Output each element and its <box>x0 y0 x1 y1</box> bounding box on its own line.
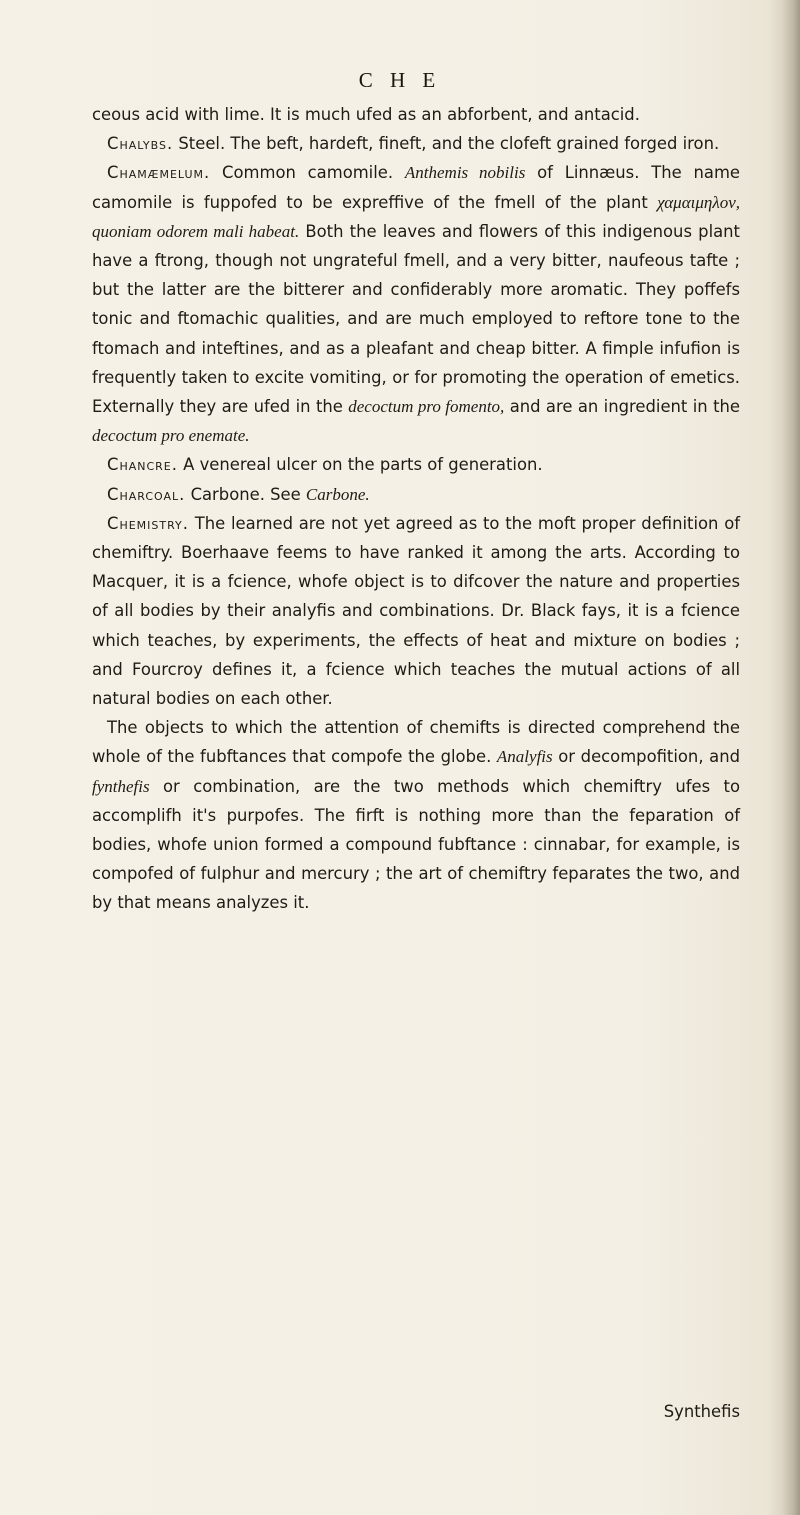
page-edge-shadow <box>782 0 800 1515</box>
entry-chemistry-continued <box>92 713 740 917</box>
entry-continuation <box>92 100 740 129</box>
headword: Chamæmelum. <box>107 163 211 183</box>
entry-text: Common camomile. <box>210 163 405 183</box>
headword: Chalybs. <box>107 134 174 154</box>
entry-chancre <box>92 450 740 479</box>
catchword: Synthefis <box>663 1402 740 1421</box>
entry-text: A venereal ulcer on the parts of generation. <box>177 455 543 475</box>
entry-chemistry <box>92 509 740 713</box>
entry-text: Carbone. See <box>185 484 306 504</box>
entry-chalybs <box>92 129 740 158</box>
entry-text: ceous acid with lime. It is much ufed as an abforbent, and antacid. <box>92 105 640 124</box>
term: Analyfis <box>496 747 553 767</box>
entry-text: The objects to which the attention of chemifts is directed comprehend the whole of the fubftances that compofe the globe. <box>92 718 740 767</box>
entry-charcoal <box>92 480 740 509</box>
latin-phrase: decoctum pro enemate. <box>92 426 250 446</box>
entry-text: of Linnæus. The name camomile is fuppofed to be expreffive of the fmell of the plant <box>92 163 740 212</box>
running-head: C H E <box>358 68 442 92</box>
entry-chamaemelum <box>92 158 740 450</box>
greek-word: χαμαιμηλον, <box>657 192 740 212</box>
entry-text: or decompofition, and <box>552 747 740 767</box>
entry-text: or combination, are the two methods which chemiftry ufes to accomplifh it's purpofes. The firft is nothing more than the feparation of bodies, whofe union formed a compound fubftance : cinnabar, for example, is compofed of fulphur and mercury ; the art of chemiftry feparates the two, and by that means analyzes it. <box>92 776 740 913</box>
headword: Charcoal. <box>107 484 186 504</box>
headword: Chancre. <box>107 455 178 475</box>
latin-phrase: quoniam odorem mali habeat. <box>92 221 300 241</box>
latin-phrase: decoctum pro fomento, <box>348 397 505 417</box>
entry-text: Steel. The beft, hardeft, fineft, and the clofeft grained forged iron. <box>173 134 720 154</box>
entry-text: The learned are not yet agreed as to the moft proper definition of chemiftry. Boerhaave feems to have ranked it among the arts. According to Macquer, it is a fcience, whofe object is to difcover the nature and properties of all bodies by their analyfis and combinations. Dr. Black fays, it is a fcience which teaches, by experiments, the effects of heat and mixture on bodies ; and Fourcroy defines it, a fcience which teaches the mutual actions of all natural bodies on each other. <box>92 513 740 709</box>
entry-text: and are an ingredient in the <box>504 397 740 417</box>
dictionary-text <box>92 100 740 918</box>
term: fynthefis <box>92 776 150 796</box>
cross-reference: Carbone. <box>305 484 370 504</box>
headword: Chemistry. <box>107 513 189 533</box>
latin-name: Anthemis nobilis <box>404 163 526 183</box>
entry-text: Both the leaves and flowers of this indigenous plant have a ftrong, though not ungrateful fmell, and a very bitter, naufeous tafte ; but the latter are the bitterer and confiderably more aromatic. They poffefs tonic and ftomachic qualities, and are much employed to reftore tone to the ftomach and inteftines, and as a pleafant and cheap bitter. A fimple infufion is frequently taken to excite vomiting, or for promoting the operation of emetics. Externally they are ufed in the <box>92 221 740 417</box>
